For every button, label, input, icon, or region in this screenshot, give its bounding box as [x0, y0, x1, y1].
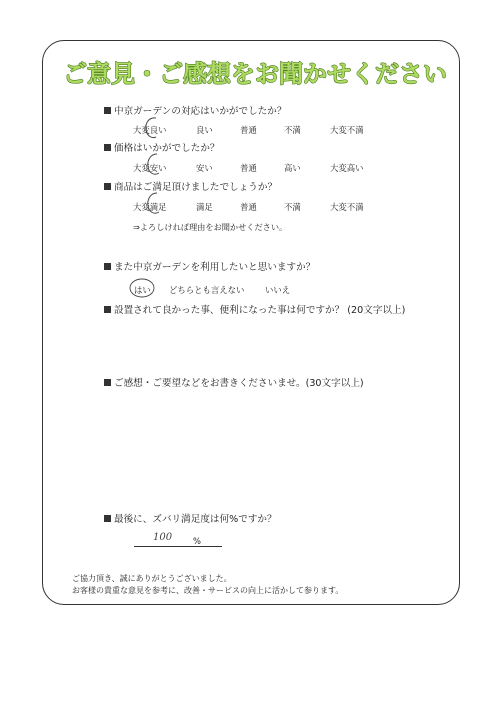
- option-service-5[interactable]: 大変不満: [330, 125, 364, 135]
- question-service: [104, 106, 287, 118]
- question-revisit: [104, 262, 315, 274]
- satisfaction-answer[interactable]: 100: [153, 532, 173, 543]
- satisfaction-answer-line: [134, 546, 222, 547]
- option-revisit-yes[interactable]: はい: [134, 285, 151, 295]
- option-service-1[interactable]: 大変良い: [133, 125, 167, 135]
- option-revisit-no[interactable]: いいえ: [265, 285, 291, 295]
- option-price-5[interactable]: 大変高い: [330, 163, 364, 173]
- selected-circle-mark: [144, 152, 164, 178]
- question-satisfaction-label: 最後に、ズバリ満足度は何%ですか？: [114, 514, 277, 525]
- option-price-1[interactable]: 大変安い: [133, 163, 167, 173]
- option-product-1[interactable]: 大変満足: [133, 202, 167, 212]
- reason-note: ⇒よろしければ理由をお聞かせください。: [133, 222, 288, 232]
- selected-circle-mark: [144, 191, 164, 217]
- question-product: [104, 182, 277, 194]
- survey-title-text: ご意見・ご感想をお聞かせください: [63, 60, 447, 88]
- footer-thanks: ご協力頂き、誠にありがとうございました。: [72, 574, 232, 583]
- bullet-square-icon: [104, 107, 111, 114]
- footer-message: お客様の貴重な意見を参考に、改善・サービスの向上に活かして参ります。: [72, 586, 344, 595]
- option-product-3[interactable]: 普通: [240, 202, 257, 212]
- question-comment-label: ご感想・ご要望などをお書きくださいませ。(30文字以上): [114, 378, 364, 389]
- option-service-4[interactable]: 不満: [284, 125, 301, 135]
- satisfaction-unit: %: [193, 536, 201, 546]
- option-revisit-neutral[interactable]: どちらとも言えない: [169, 285, 245, 295]
- bullet-square-icon: [104, 379, 111, 386]
- option-product-5[interactable]: 大変不満: [330, 202, 364, 212]
- option-price-2[interactable]: 安い: [196, 163, 213, 173]
- bullet-square-icon: [104, 515, 111, 522]
- bullet-square-icon: [104, 263, 111, 270]
- question-good-point: [104, 305, 405, 317]
- option-service-2[interactable]: 良い: [196, 125, 213, 135]
- question-satisfaction: [104, 514, 277, 526]
- question-revisit-label: また中京ガーデンを利用したいと思いますか？: [114, 262, 316, 273]
- survey-title: [60, 52, 450, 92]
- selected-circle-mark: [142, 115, 162, 141]
- selected-circle-mark: [128, 277, 158, 299]
- question-product-label: 商品はご満足頂けましたでしょうか？: [114, 182, 278, 193]
- option-price-3[interactable]: 普通: [240, 163, 257, 173]
- bullet-square-icon: [104, 144, 111, 151]
- question-price-label: 価格はいかがでしたか？: [114, 143, 220, 154]
- option-price-4[interactable]: 高い: [284, 163, 301, 173]
- bullet-square-icon: [104, 306, 111, 313]
- option-product-4[interactable]: 不満: [284, 202, 301, 212]
- question-comment: [104, 378, 364, 390]
- option-product-2[interactable]: 満足: [196, 202, 213, 212]
- bullet-square-icon: [104, 183, 111, 190]
- option-service-3[interactable]: 普通: [240, 125, 257, 135]
- question-good-point-label: 設置されて良かった事、便利になった事は何ですか？ (20文字以上): [114, 305, 406, 316]
- question-service-label: 中京ガーデンの対応はいかがでしたか？: [114, 106, 287, 117]
